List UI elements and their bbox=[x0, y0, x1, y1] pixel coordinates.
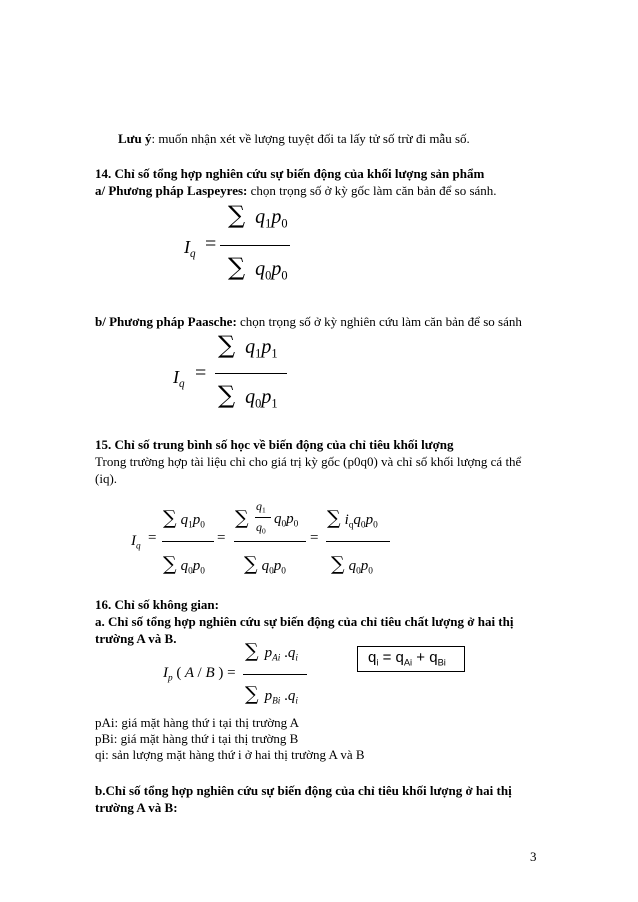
section-16b-line-1: b.Chỉ số tổng hợp nghiên cứu sự biến động của chỉ tiêu khối lượng ở hai thị bbox=[95, 783, 512, 798]
denominator: ∑ $p_{Bi}$ $.q_i$ bbox=[245, 683, 298, 707]
denominator-2: ∑ $q_0p_0$ bbox=[244, 553, 286, 577]
fraction-bar-1 bbox=[162, 541, 214, 542]
paasche-line bbox=[95, 314, 522, 330]
numerator-1: ∑ $q_1p_0$ bbox=[163, 507, 205, 531]
laspeyres-line bbox=[95, 183, 497, 199]
section-16a-line-1: a. Chỉ số tổng hợp nghiên cứu sự biến động của chỉ tiêu chất lượng ở hai thị bbox=[95, 614, 514, 629]
ratio-bar bbox=[255, 517, 271, 518]
lhs-I-q: $I_q$ bbox=[184, 237, 196, 260]
definition-qi: qi: sản lượng mặt hàng thứ i ở hai thị trường A và B bbox=[95, 747, 365, 762]
denominator: ∑ $q_0p_1$ bbox=[218, 381, 278, 411]
denominator-3: ∑ $q_0p_0$ bbox=[331, 553, 373, 577]
fraction-bar bbox=[220, 245, 290, 246]
section-15-heading: 15. Chỉ số trung bình số học về biến động của chỉ tiêu khối lượng bbox=[95, 437, 454, 452]
quantity-relation-text: $q_i = q_{Ai} + q_{Bi}$ bbox=[368, 649, 446, 668]
note-text: : muốn nhận xét về lượng tuyệt đối ta lấy tử số trừ đi mẫu số. bbox=[151, 131, 470, 146]
equals-sign-2: = bbox=[217, 530, 226, 546]
section-15-text-1: Trong trường hợp tài liệu chỉ cho giá trị kỳ gốc (p0q0) và chỉ số khối lượng cá thể bbox=[95, 454, 522, 469]
numerator-2-sigma: ∑ bbox=[235, 507, 249, 529]
numerator: ∑ $q_1p_1$ bbox=[218, 331, 278, 361]
laspeyres-text: chọn trọng số ở kỳ gốc làm căn bản để so sánh. bbox=[247, 183, 497, 198]
definition-pBi: pBi: giá mặt hàng thứ i tại thị trường B bbox=[95, 731, 299, 746]
lhs-I-q: $I_q$ bbox=[173, 367, 185, 390]
equals-sign: = bbox=[148, 530, 157, 546]
lhs-I-q: $I_q$ bbox=[131, 533, 141, 552]
note-label: Lưu ý bbox=[118, 131, 152, 146]
section-14-heading: 14. Chỉ số tổng hợp nghiên cứu sự biến động của khối lượng sản phẩm bbox=[95, 166, 485, 181]
denominator: ∑ $q_0p_0$ bbox=[228, 253, 288, 283]
denominator-1: ∑ $q_0p_0$ bbox=[163, 553, 205, 577]
paasche-text: chọn trọng số ở kỳ nghiên cứu làm căn bản để so sánh bbox=[236, 314, 522, 329]
page-number: 3 bbox=[530, 849, 537, 864]
ratio-top: $q_1$ bbox=[256, 499, 266, 515]
numerator-2-term: $q_0p_0$ bbox=[274, 511, 299, 530]
note-line bbox=[118, 131, 470, 147]
lhs-I-p-A-B: $I_p$ ( A / B ) = bbox=[163, 665, 236, 684]
numerator: ∑ $q_1p_0$ bbox=[228, 201, 288, 231]
section-16-heading: 16. Chỉ số không gian: bbox=[95, 597, 219, 612]
equals-sign: = bbox=[205, 233, 217, 255]
equals-sign-3: = bbox=[310, 530, 319, 546]
numerator: ∑ $p_{Ai}$ $.q_i$ bbox=[245, 640, 298, 664]
section-15-text-2: (iq). bbox=[95, 471, 118, 486]
numerator-3: ∑ $i_qq_0p_0$ bbox=[327, 507, 378, 531]
definition-pAi: pAi: giá mặt hàng thứ i tại thị trường A bbox=[95, 715, 300, 730]
fraction-bar-2 bbox=[234, 541, 306, 542]
ratio-bottom: $q_0$ bbox=[256, 520, 266, 536]
section-16a-line-2: trường A và B. bbox=[95, 631, 177, 646]
equals-sign: = bbox=[195, 362, 207, 384]
laspeyres-label: a/ Phương pháp Laspeyres: bbox=[95, 183, 248, 198]
fraction-bar bbox=[215, 373, 287, 374]
fraction-bar bbox=[243, 674, 307, 675]
section-16b-line-2: trường A và B: bbox=[95, 800, 178, 815]
paasche-label: b/ Phương pháp Paasche: bbox=[95, 314, 237, 329]
fraction-bar-3 bbox=[326, 541, 390, 542]
